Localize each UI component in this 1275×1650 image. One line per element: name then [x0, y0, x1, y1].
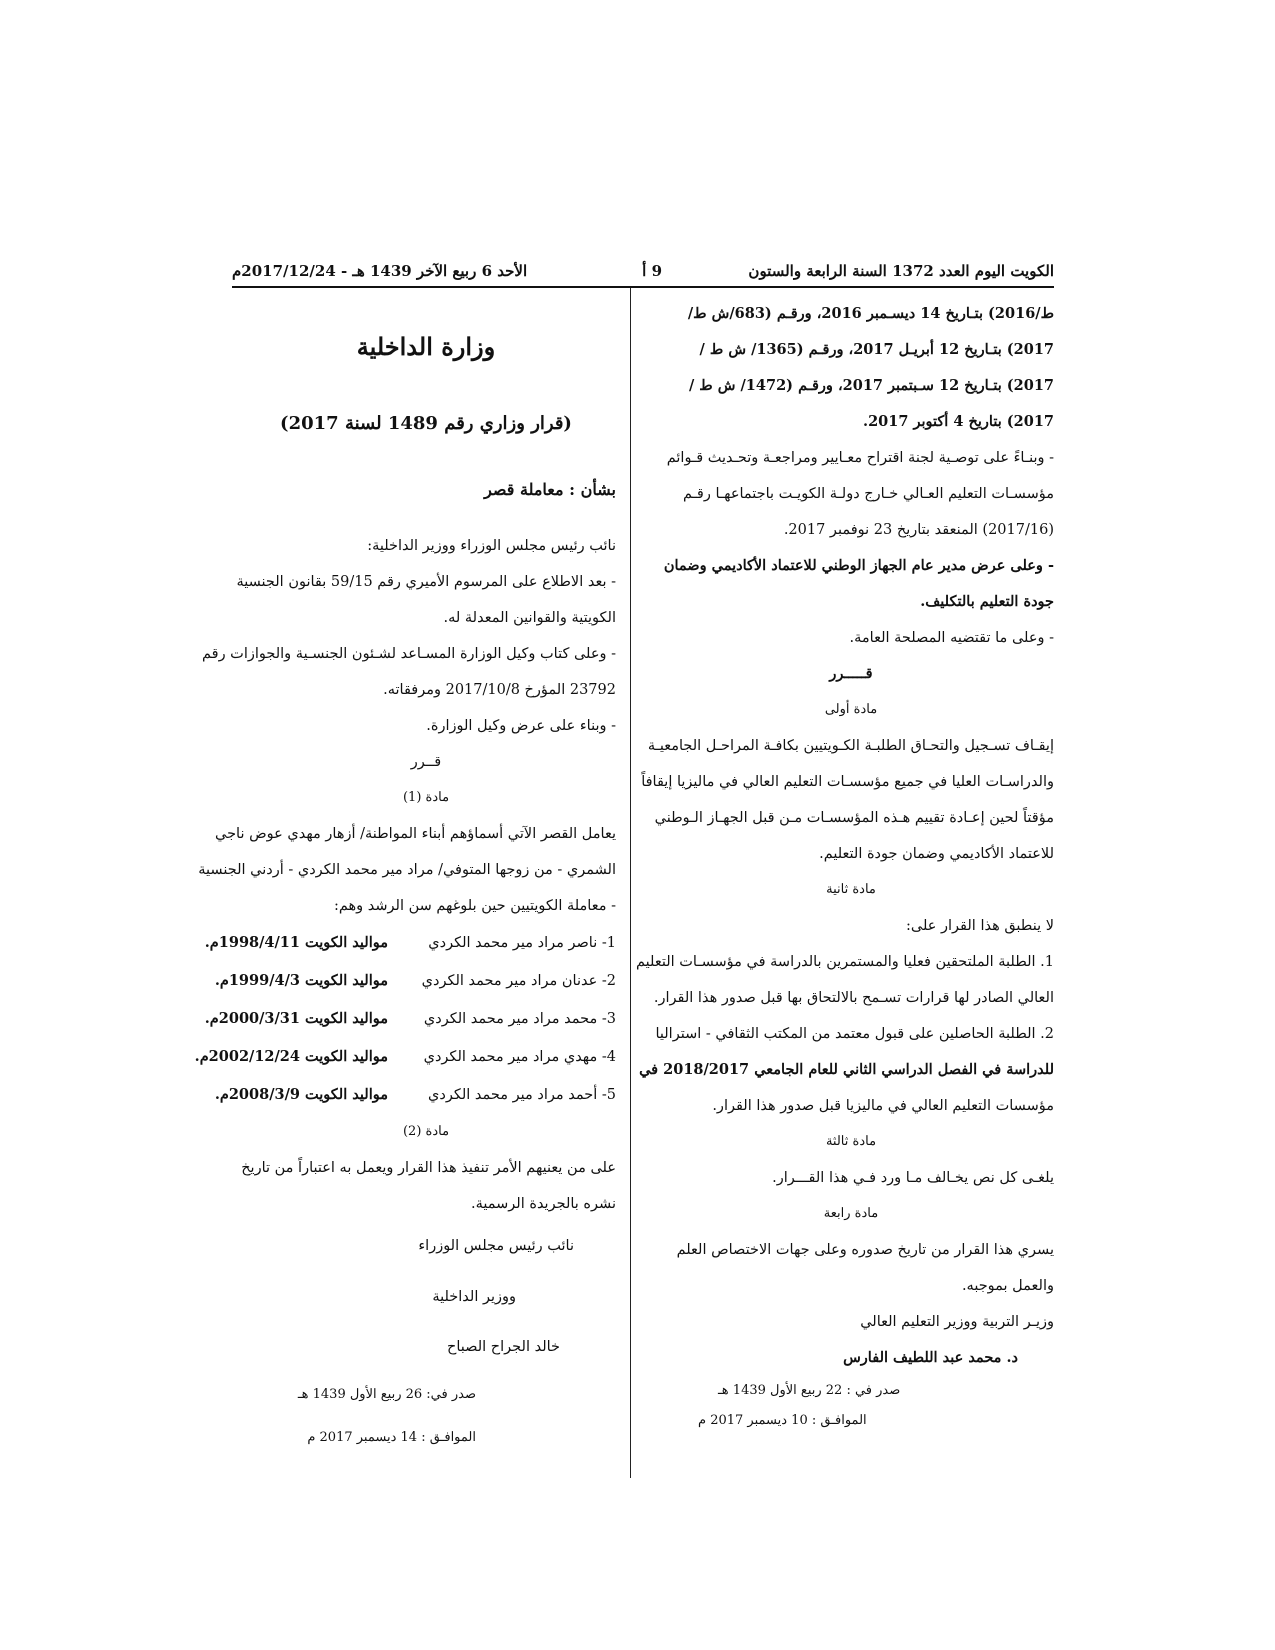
person-birth: مواليد الكويت 2000/3/31م.	[204, 1010, 388, 1027]
person-name: 3- محمد مراد مير محمد الكردي	[423, 1011, 616, 1027]
decision-heading: قـــــرر	[829, 665, 873, 682]
text-line: للدراسة في الفصل الدراسي الثاني للعام الجامعي 2018/2017 في	[639, 1061, 1054, 1078]
person-birth: مواليد الكويت 1999/4/3م.	[214, 972, 388, 989]
text-line: 2017) بتـاريخ 12 أبريـل 2017، ورقـم (1365/ ش ط /	[699, 341, 1054, 358]
text-line: على من يعنيهم الأمر تنفيذ هذا القرار ويعمل به اعتباراً من تاريخ	[241, 1160, 616, 1176]
article-heading: مادة رابعة	[823, 1206, 879, 1221]
text-line: 1. الطلبة الملتحقين فعليا والمستمرين بالدراسة في مؤسسـات التعليم	[636, 954, 1054, 970]
signatory-name: د. محمد عبد اللطيف الفارس	[843, 1349, 1018, 1366]
column-rule	[630, 288, 631, 1478]
text-line: 2017) بتاريخ 4 أكتوبر 2017.	[863, 413, 1054, 430]
person-name: 1- ناصر مراد مير محمد الكردي	[428, 935, 616, 951]
text-line: والعمل بموجبه.	[961, 1278, 1054, 1294]
corresponding-date: الموافـق : 10 ديسمبر 2017 م	[698, 1413, 867, 1428]
text-line: - وبناء على عرض وكيل الوزارة.	[426, 718, 616, 734]
text-line: - وعلى كتاب وكيل الوزارة المسـاعد لشـئون الجنسـية والجوازات رقم	[201, 646, 616, 662]
text-line: (2017/16) المنعقد بتاريخ 23 نوفمبر 2017.	[783, 522, 1054, 538]
person-birth: مواليد الكويت 1998/4/11م.	[204, 934, 388, 951]
text-line: لا ينطبق هذا القرار على:	[905, 918, 1054, 934]
corresponding-date: الموافـق : 14 ديسمبر 2017 م	[307, 1429, 476, 1445]
issue-date: صدر في: 26 ربيع الأول 1439 هـ	[297, 1386, 476, 1402]
list-item	[194, 1038, 616, 1076]
left-column	[194, 296, 616, 1466]
text-line: يلغـى كل نص يخـالف مـا ورد فـي هذا القـــرار.	[772, 1170, 1054, 1186]
text-line: - وعلى عرض مدير عام الجهاز الوطني للاعتماد الأكاديمي وضمان	[663, 557, 1054, 574]
article-heading: مادة (1)	[402, 790, 450, 805]
header-date: الأحد 6 ربيع الآخر 1439 هـ - 2017/12/24م	[232, 262, 528, 280]
text-line: 23792 المؤرخ 2017/10/8 ومرفقاته.	[383, 682, 616, 698]
page-number: 9 أ	[642, 262, 662, 280]
person-name: 5- أحمد مراد مير محمد الكردي	[428, 1087, 616, 1103]
persons-list	[194, 924, 616, 1114]
person-birth: مواليد الكويت 2002/12/24م.	[194, 1048, 388, 1065]
issuer: نائب رئيس مجلس الوزراء ووزير الداخلية:	[367, 538, 616, 554]
text-line: - معاملة الكويتيين حين بلوغهم سن الرشد وهم:	[333, 898, 616, 914]
list-item	[214, 1076, 616, 1114]
article-heading: مادة أولى	[824, 702, 878, 717]
text-line: إيقـاف تسـجيل والتحـاق الطلبـة الكـويتيين بكافـة المراحـل الجامعيـة	[647, 738, 1054, 754]
person-name: 4- مهدي مراد مير محمد الكردي	[423, 1049, 616, 1065]
text-line: 2017) بتـاريخ 12 سـبتمبر 2017، ورقـم (1472/ ش ط /	[688, 377, 1054, 394]
signatory-title: وزيـر التربية ووزير التعليم العالي	[860, 1314, 1054, 1330]
signatory-name: خالد الجراح الصباح	[447, 1339, 560, 1355]
text-line: - وبنـاءً على توصـية لجنة اقتراح معـايير ومراجعـة وتحـديث قـوائم	[666, 450, 1054, 466]
signatory-title: ووزير الداخلية	[432, 1288, 516, 1305]
text-line: نشره بالجريدة الرسمية.	[471, 1196, 616, 1212]
ministry-title: وزارة الداخلية	[356, 332, 496, 361]
text-line: الكويتية والقوانين المعدلة له.	[443, 610, 616, 626]
text-line: الشمري - من زوجها المتوفي/ مراد مير محمد الكردي - أردني الجنسية	[198, 862, 616, 878]
page-header	[232, 258, 1054, 284]
header-rule	[232, 286, 1054, 288]
text-line: - وعلى ما تقتضيه المصلحة العامة.	[849, 630, 1054, 646]
decree-title: (قرار وزاري رقم 1489 لسنة 2017)	[280, 413, 572, 434]
person-name: 2- عدنان مراد مير محمد الكردي	[421, 973, 616, 989]
list-item	[204, 924, 616, 962]
text-line: للاعتماد الأكاديمي وضمان جودة التعليم.	[819, 846, 1054, 862]
header-issue: الكويت اليوم العدد 1372 السنة الرابعة والستون	[748, 262, 1054, 280]
list-item	[214, 962, 616, 1000]
text-line: يسري هذا القرار من تاريخ صدوره وعلى جهات الاختصاص العلم	[676, 1242, 1054, 1258]
text-line: مؤسسات التعليم العالي في ماليزيا قبل صدور هذا القرار.	[712, 1098, 1054, 1114]
text-line: مؤسسـات التعليم العـالي خـارج دولـة الكويـت باجتماعهـا رقـم	[683, 486, 1054, 502]
article-heading: مادة ثانية	[826, 882, 876, 897]
text-line: العالي الصادر لها قرارات تسـمح بالالتحاق بها قبل صدور هذا القرار.	[653, 990, 1054, 1006]
article-heading: مادة (2)	[402, 1124, 450, 1139]
text-line: - بعد الاطلاع على المرسوم الأميري رقم 59/15 بقانون الجنسية	[236, 574, 616, 590]
text-line: 2. الطلبة الحاصلين على قبول معتمد من المكتب الثقافي - استراليا	[655, 1026, 1054, 1042]
issue-date: صدر في : 22 ربيع الأول 1439 هـ	[718, 1383, 901, 1398]
text-line: يعامل القصر الآتي أسماؤهم أبناء المواطنة/ أزهار مهدي عوض ناجي	[214, 826, 616, 842]
person-birth: مواليد الكويت 2008/3/9م.	[214, 1086, 388, 1103]
subject: بشأن : معاملة قصر	[484, 480, 616, 499]
article-heading: مادة ثالثة	[825, 1134, 877, 1149]
text-line: مؤقتاً لحين إعـادة تقييم هـذه المؤسسـات مـن قبل الجهـاز الـوطني	[654, 810, 1054, 826]
right-column	[636, 296, 1054, 1436]
text-line: جودة التعليم بالتكليف.	[920, 593, 1054, 610]
signatory-title: نائب رئيس مجلس الوزراء	[418, 1238, 574, 1254]
text-line: ط/2016) بتـاريخ 14 ديسـمبر 2016، ورقـم (683/ش ط/	[687, 305, 1054, 322]
list-item	[204, 1000, 616, 1038]
text-line: والدراسـات العليا في جميع مؤسسـات التعليم العالي في ماليزيا إيقافاً	[641, 774, 1054, 790]
decision-heading: قــرر	[410, 754, 442, 770]
